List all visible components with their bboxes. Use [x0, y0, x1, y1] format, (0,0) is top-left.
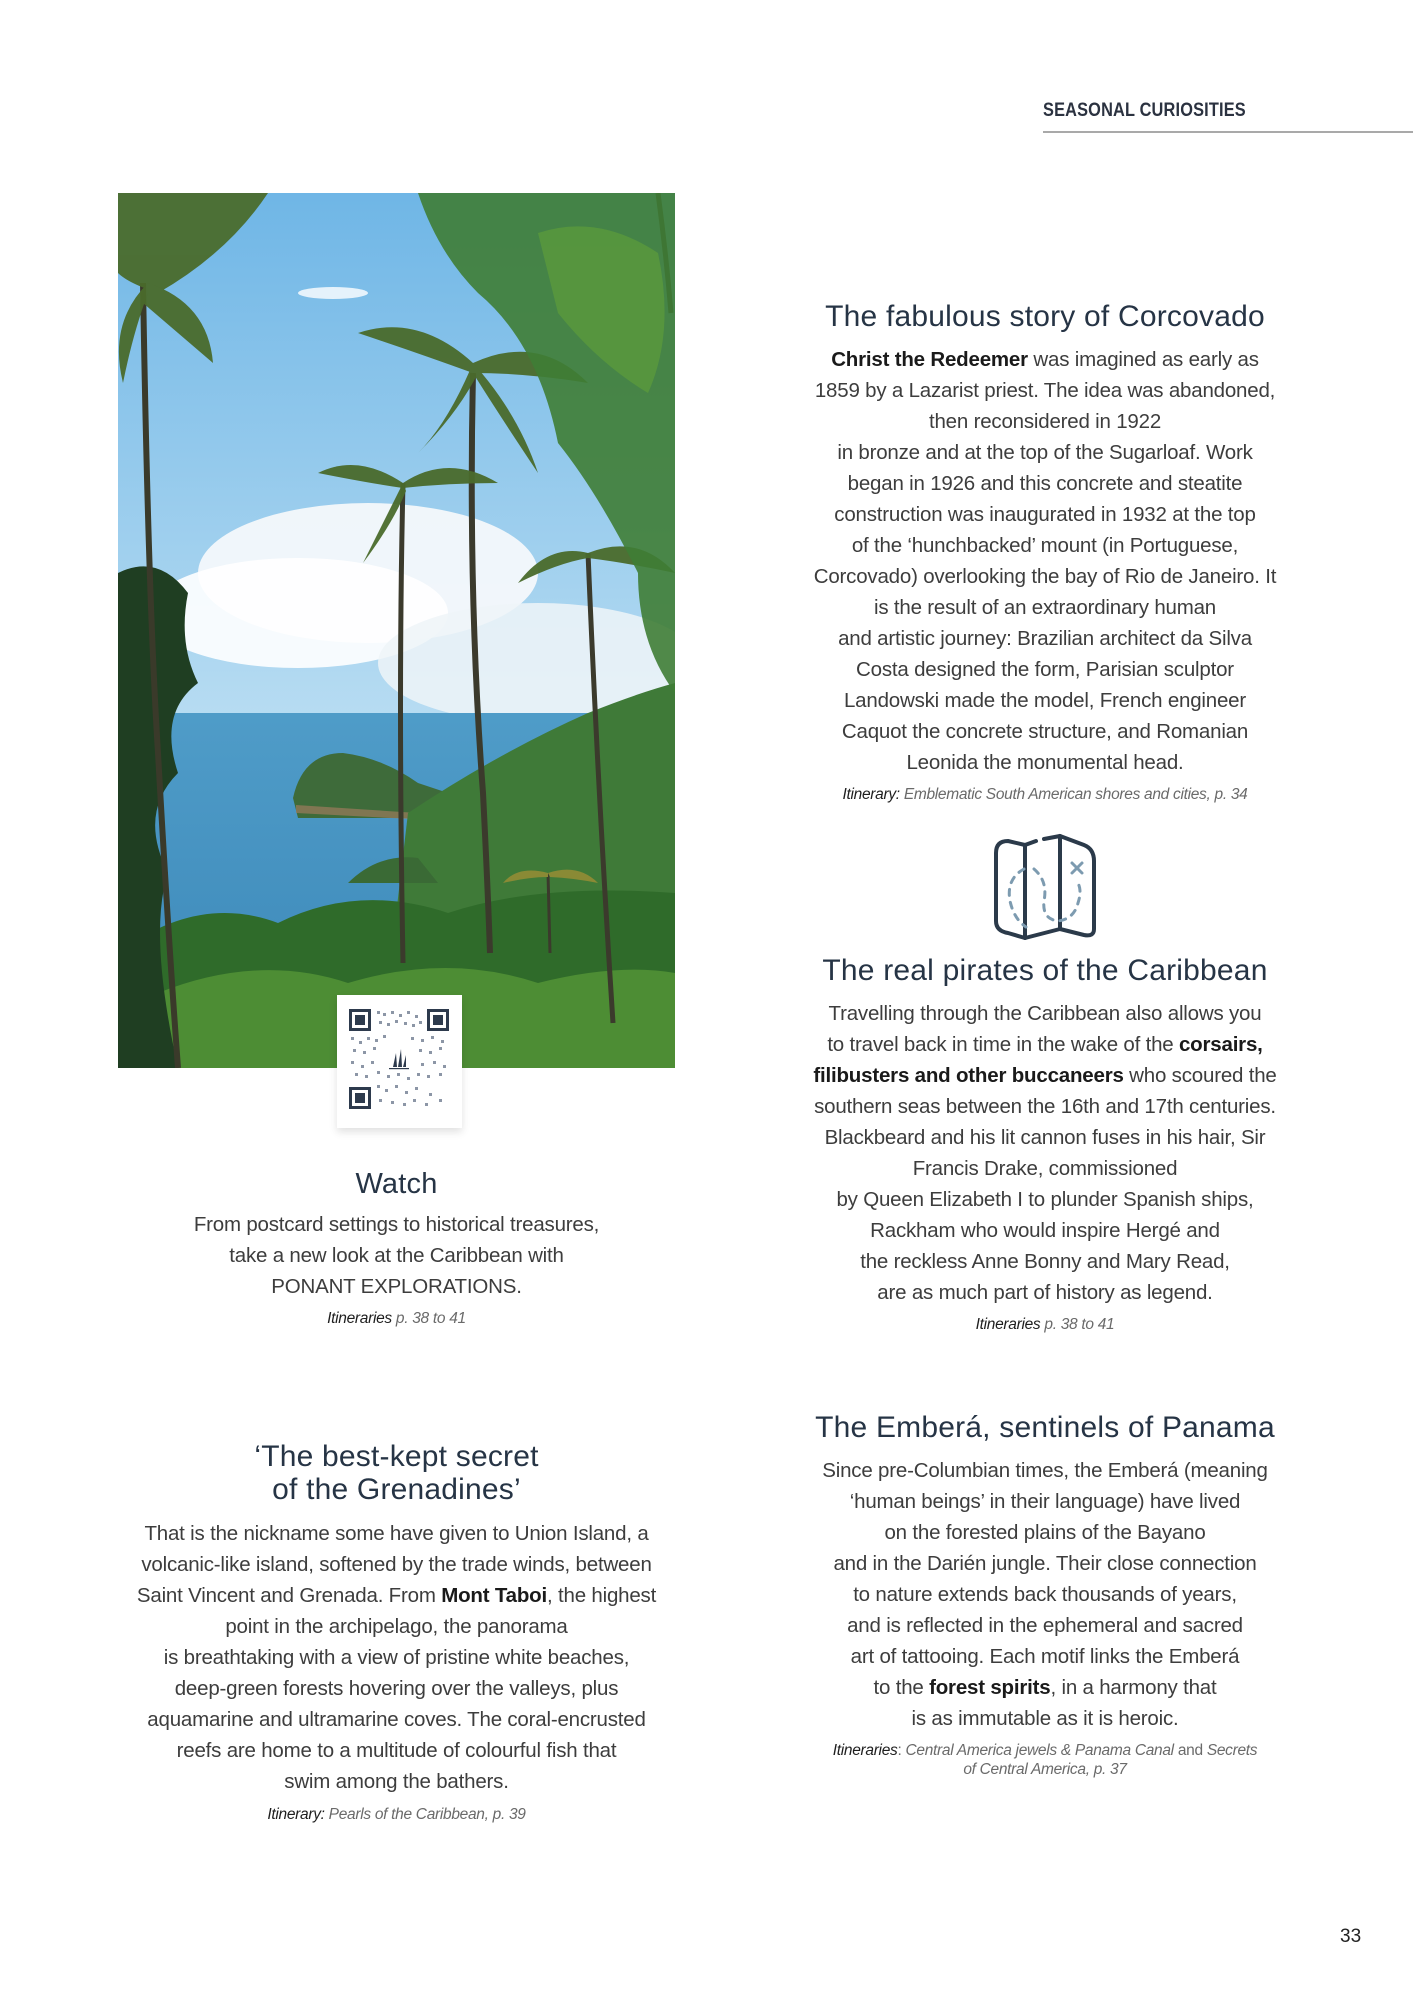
- grenadines-itinerary: Itinerary: Pearls of the Caribbean, p. 39: [267, 1806, 526, 1823]
- watch-body: From postcard settings to historical treasures, take a new look at the Caribbean with PONANT EXPLORATIONS.: [193, 1213, 600, 1298]
- treasure-map-icon: [988, 833, 1102, 941]
- bold-filibusters: filibusters and other buccaneers: [813, 1064, 1124, 1087]
- watch-section: [118, 1164, 675, 1329]
- embera-title: The Emberá, sentinels of Panama: [815, 1411, 1275, 1444]
- watch-itinerary: Itineraries p. 38 to 41: [327, 1310, 466, 1327]
- embera-itinerary: Itineraries: Central America jewels & Panama Canal and Secrets of Central America, p. 37: [832, 1742, 1258, 1778]
- qr-code-card[interactable]: [337, 995, 462, 1128]
- corcovado-section: [775, 296, 1315, 805]
- pirates-body: Travelling through the Caribbean also allows you to travel back in time in the wake of the corsairs, filibusters and other buccaneers who scoured the southern seas between the 16th and 17th centuries. Blackbeard and his lit cannon fuses in his hair, Sir Francis Drake, commissioned by Queen Elizabeth I to plunder Spanish ships, Rackham who would inspire Hergé and the reckless Anne Bonny and Mary Read, are as much part of history as legend.: [813, 1002, 1277, 1304]
- grenadines-body: That is the nickname some have given to Union Island, a volcanic-like island, softened by the trade winds, between Saint Vincent and Grenada. From Mont Taboi, the highest point in the archipelago, the panorama is breathtaking with a view of pristine white beaches, deep-green forests hovering over the valleys, plus aquamarine and ultramarine coves. The coral-encrusted reefs are home to a multitude of colourful fish that swim among the bathers.: [136, 1522, 657, 1793]
- corcovado-title: The fabulous story of Corcovado: [825, 300, 1265, 333]
- pirates-title: The real pirates of the Caribbean: [822, 954, 1268, 987]
- embera-section: [775, 1407, 1315, 1779]
- photo-illustration: [118, 193, 675, 1068]
- sailboat-logo: [389, 1049, 409, 1069]
- tropical-coast-photo: [118, 193, 675, 1068]
- corcovado-body: Christ the Redeemer was imagined as early as 1859 by a Lazarist priest. The idea was abandoned, then reconsidered in 1922 in bronze and at the top of the Sugarloaf. Work began in 1926 and this concrete and steatite construction was inaugurated in 1932 at the top of the ‘hunchbacked’ mount (in Portuguese, Corcovado) overlooking the bay of Rio de Janeiro. It is the result of an extraordinary human and artistic journey: Brazilian architect da Silva Costa designed the form, Parisian sculptor Landowski made the model, French engineer Caquot the concrete structure, and Romanian Leonida the monumental head.: [813, 348, 1277, 774]
- embera-body: Since pre-Columbian times, the Emberá (meaning ‘human beings’ in their language) have lived on the forested plains of the Bayano and in the Darién jungle. Their close connection to nature extends back thousands of years, and is reflected in the ephemeral and sacred art of tattooing. Each motif links the Emberá to the forest spirits, in a harmony that is as immutable as it is heroic.: [822, 1459, 1268, 1730]
- section-header: SEASONAL CURIOSITIES: [1043, 100, 1246, 121]
- watch-title: Watch: [355, 1168, 438, 1200]
- bold-corsairs: corsairs,: [1178, 1033, 1263, 1056]
- bold-forest-spirits: forest spirits: [929, 1676, 1051, 1699]
- page-number: 33: [1340, 1926, 1362, 1947]
- corcovado-itinerary: Itinerary: Emblematic South American shores and cities, p. 34: [842, 786, 1248, 803]
- pirates-section: [775, 950, 1315, 1335]
- qr-code-icon: [349, 1009, 449, 1109]
- bold-mont-taboi: Mont Taboi: [441, 1584, 548, 1607]
- bold-christ-the-redeemer: Christ the Redeemer: [831, 348, 1028, 371]
- grenadines-section: [108, 1440, 685, 1825]
- header-divider: [1043, 131, 1413, 133]
- pirates-itinerary: Itineraries p. 38 to 41: [975, 1316, 1115, 1333]
- grenadines-title: ‘The best-kept secret of the Grenadines’: [254, 1440, 539, 1506]
